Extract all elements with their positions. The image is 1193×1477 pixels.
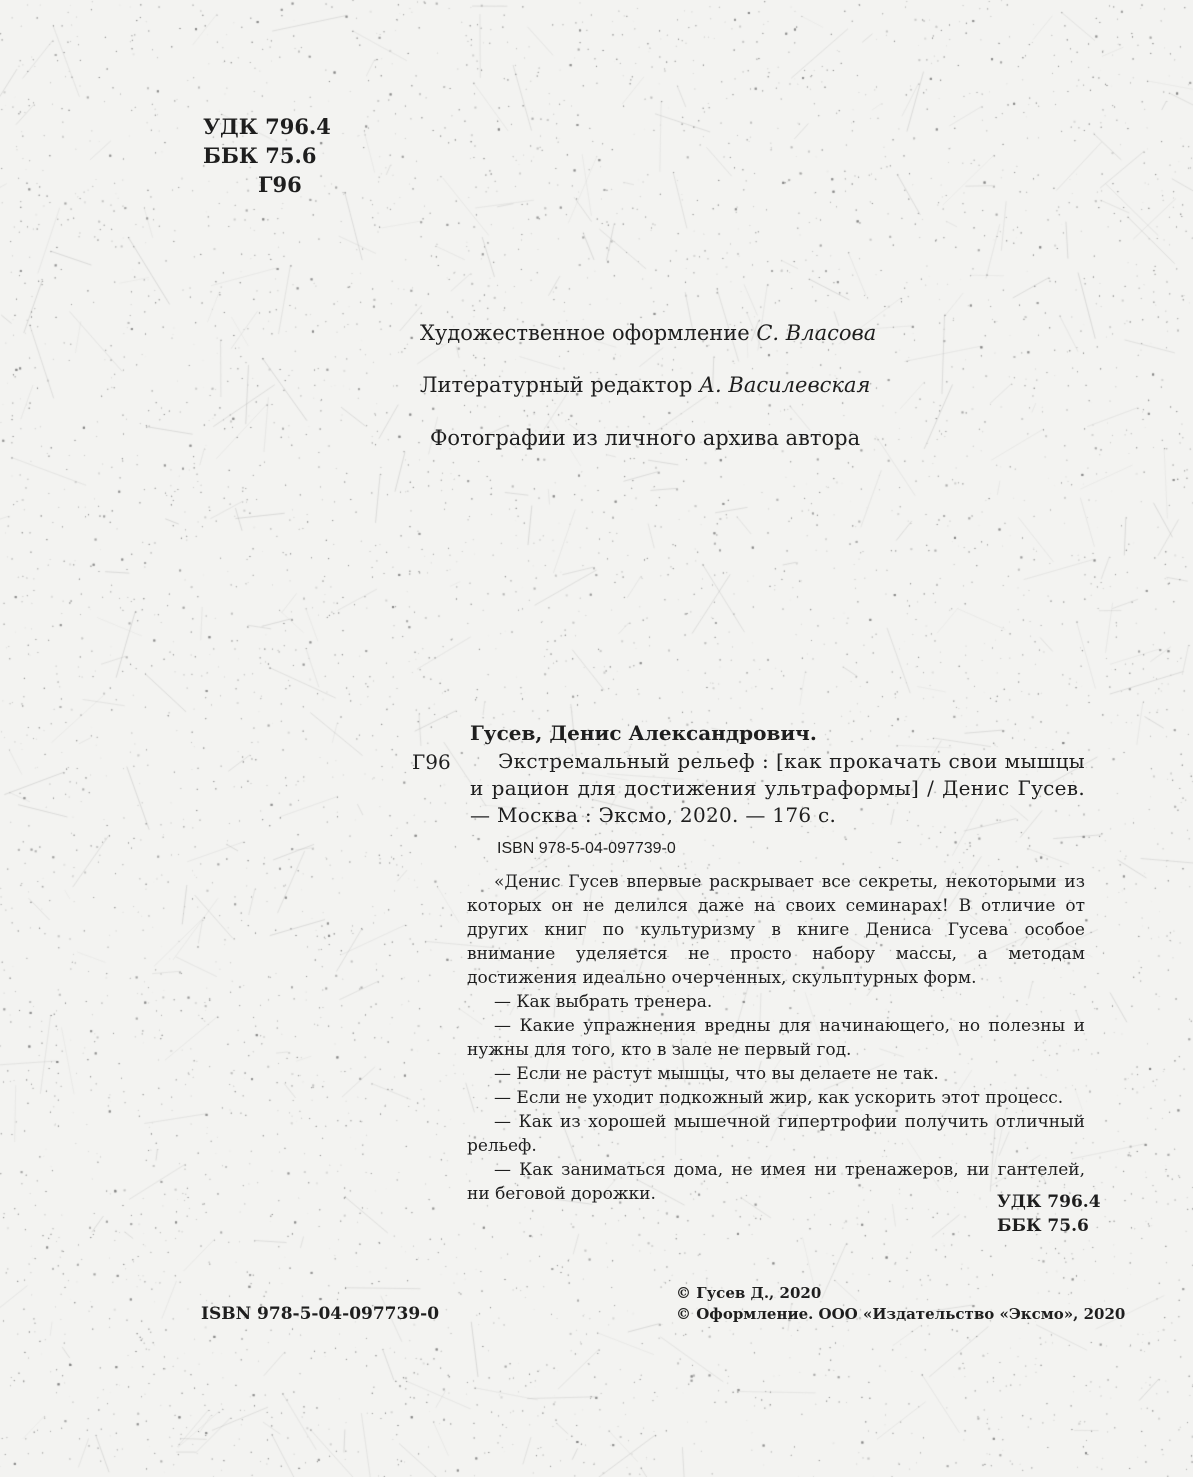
annotation-paragraph: — Как заниматься дома, не имея ни тренажеров, ни гантелей, ни беговой дорожки. bbox=[467, 1160, 1085, 1204]
art-design-name: С. Власова bbox=[756, 321, 877, 345]
annotation-paragraph: — Как из хорошей мышечной гипертрофии получить отличный рельеф. bbox=[467, 1112, 1085, 1156]
card-udk-code: УДК 796.4 bbox=[997, 1192, 1101, 1212]
editor-credit bbox=[420, 370, 870, 400]
annotation-paragraph: — Какие упражнения вредны для начинающего, но полезны и нужны для того, кто в зале не первый год. bbox=[467, 1016, 1085, 1060]
footer-isbn: ISBN 978-5-04-097739-0 bbox=[201, 1304, 440, 1324]
bbk-code: ББК 75.6 bbox=[203, 143, 317, 168]
art-design-label: Художественное оформление bbox=[420, 321, 757, 345]
annotation bbox=[467, 870, 1085, 1206]
annotation-paragraph: «Денис Гусев впервые раскрывает все секреты, некоторыми из которых он не делился даже на своих семинарах! В отличие от других книг по культуризму в книге Дениса Гусева особое внимание уделяется не просто набору массы, а методам достижения идеально очерченных, скульптурных форм. bbox=[467, 872, 1085, 988]
card-bbk-code: ББК 75.6 bbox=[997, 1216, 1089, 1236]
card-author-heading: Гусев, Денис Александрович. bbox=[470, 721, 817, 745]
udk-code: УДК 796.4 bbox=[203, 114, 331, 139]
card-author-mark: Г96 bbox=[412, 750, 451, 774]
annotation-paragraph: — Как выбрать тренера. bbox=[494, 992, 713, 1012]
annotation-paragraph: — Если не растут мышцы, что вы делаете не так. bbox=[494, 1064, 939, 1084]
card-title-statement: Экстремальный рельеф : [как прокачать свои мышцы и рацион для достижения ультраформы] / Денис Гусев. — Москва : Эксмо, 2020. — 176 с. bbox=[470, 749, 1085, 827]
author-mark: Г96 bbox=[258, 172, 302, 197]
copyright-author: © Гусев Д., 2020 bbox=[676, 1284, 822, 1302]
editor-name: А. Василевская bbox=[699, 373, 871, 397]
editor-label: Литературный редактор bbox=[420, 373, 700, 397]
copyright-design: © Оформление. ООО «Издательство «Эксмо», 2020 bbox=[676, 1305, 1126, 1323]
art-design-credit bbox=[420, 318, 876, 348]
card-isbn: ISBN 978-5-04-097739-0 bbox=[497, 840, 676, 857]
photos-credit: Фотографии из личного архива автора bbox=[430, 426, 861, 450]
annotation-paragraph: — Если не уходит подкожный жир, как ускорить этот процесс. bbox=[494, 1088, 1064, 1108]
